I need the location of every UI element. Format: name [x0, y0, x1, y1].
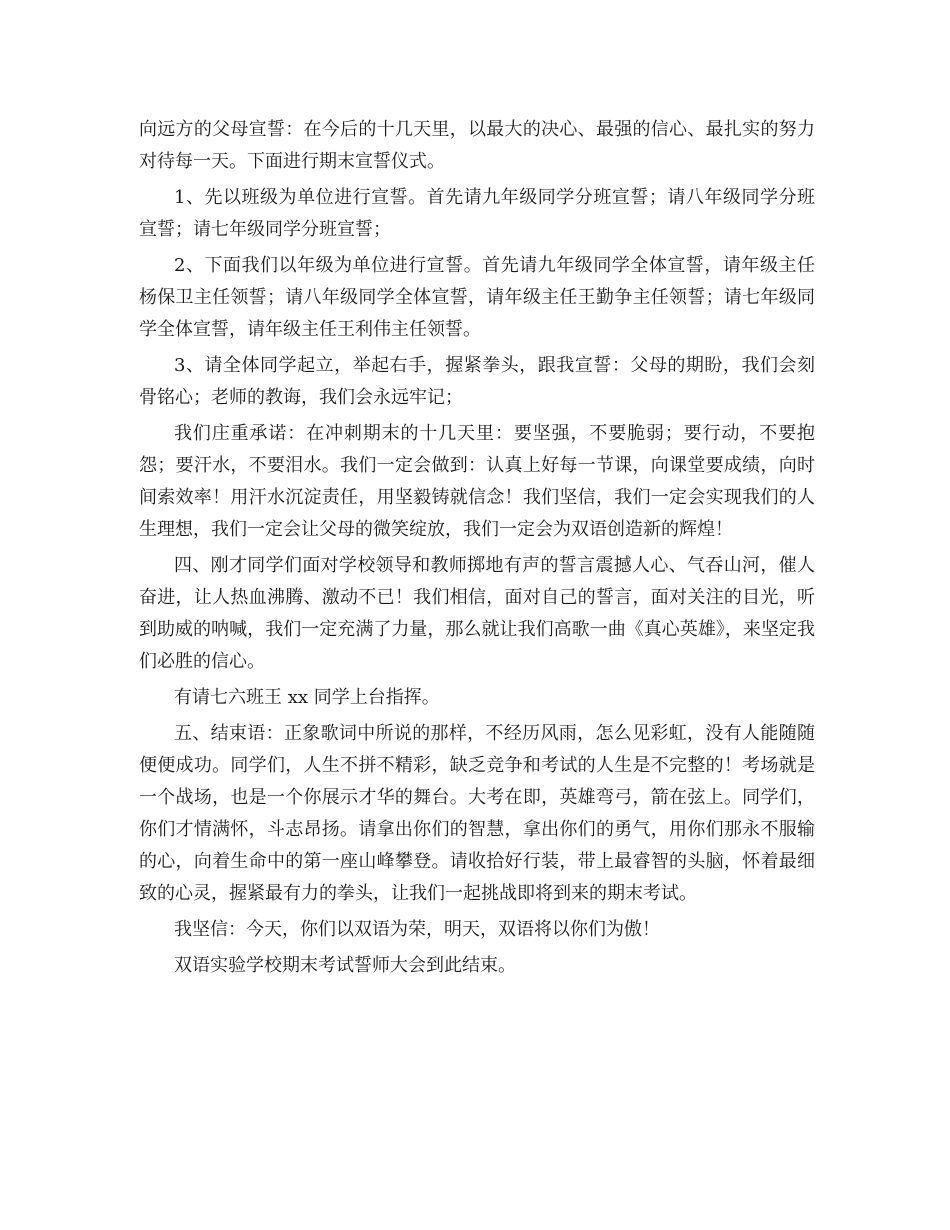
paragraph-grade-oath: 2、下面我们以年级为单位进行宣誓。首先请九年级同学全体宣誓，请年级主任杨保卫主任领誓；请八年级同学全体宣誓，请年级主任王勤争主任领誓；请七年级同学全体宣誓，请年级主任王利伟主任领誓。 [139, 255, 815, 340]
paragraph-end: 双语实验学校期末考试誓师大会到此结束。 [174, 955, 516, 976]
paragraph-belief: 我坚信：今天，你们以双语为荣，明天，双语将以你们为傲！ [174, 919, 660, 940]
paragraph-conductor: 有请七六班王 xx 同学上台指挥。 [174, 687, 440, 708]
paragraph-song: 四、刚才同学们面对学校领导和教师掷地有声的誓言震撼人心、气吞山河，催人奋进，让人热血沸腾、激动不已！我们相信，面对自己的誓言，面对关注的目光，听到助威的呐喊，我们一定充满了力量，那么就让我们高歌一曲《真心英雄》，来坚定我们必胜的信心。 [139, 555, 815, 672]
paragraph-class-oath: 1、先以班级为单位进行宣誓。首先请九年级同学分班宣誓；请八年级同学分班宣誓；请七年级同学分班宣誓； [139, 187, 815, 240]
paragraph-oath-intro: 向远方的父母宣誓：在今后的十几天里，以最大的决心、最强的信心、最扎实的努力对待每一天。下面进行期末宣誓仪式。 [139, 119, 815, 172]
paragraph-all-students-oath: 3、请全体同学起立，举起右手，握紧拳头，跟我宣誓：父母的期盼，我们会刻骨铭心；老师的教诲，我们会永远牢记； [139, 355, 815, 408]
document-body [139, 114, 815, 986]
paragraph-solemn-promise: 我们庄重承诺：在冲刺期末的十几天里：要坚强，不要脆弱；要行动，不要抱怨；要汗水，不要泪水。我们一定会做到：认真上好每一节课，向课堂要成绩，向时间索效率！用汗水沉淀责任，用坚毅铸就信念！我们坚信，我们一定会实现我们的人生理想，我们一定会让父母的微笑绽放，我们一定会为双语创造新的辉煌！ [139, 423, 815, 540]
paragraph-closing-remarks: 五、结束语：正象歌词中所说的那样，不经历风雨，怎么见彩虹，没有人能随随便便成功。同学们，人生不拼不精彩，缺乏竞争和考试的人生是不完整的！考场就是一个战场，也是一个你展示才华的舞台。大考在即，英雄弯弓，箭在弦上。同学们，你们才情满怀，斗志昂扬。请拿出你们的智慧，拿出你们的勇气，用你们那永不服输的心，向着生命中的第一座山峰攀登。请收拾好行装，带上最睿智的头脑，怀着最细致的心灵，握紧最有力的拳头，让我们一起挑战即将到来的期末考试。 [139, 723, 815, 904]
